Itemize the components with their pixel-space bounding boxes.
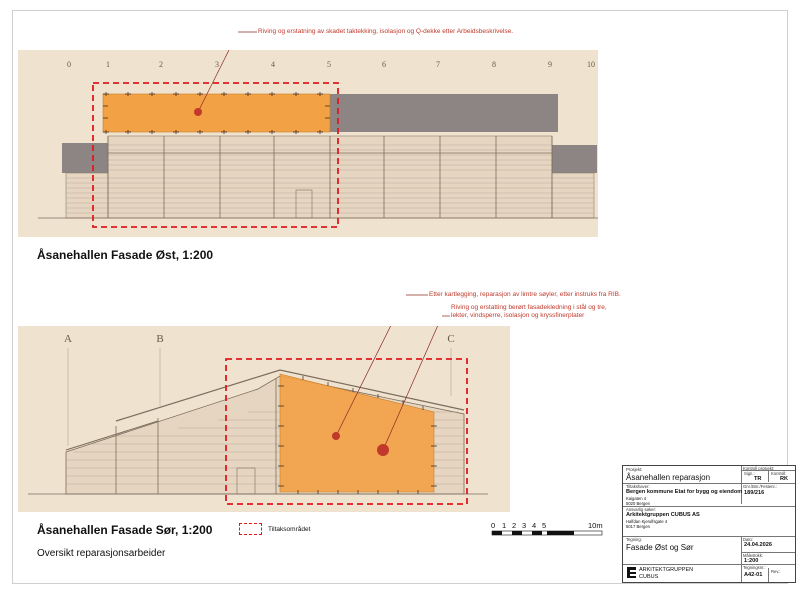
tb-client-caption: Tiltakshaver:	[626, 484, 650, 489]
tb-control-caption: Kontroll prosjekt:	[743, 466, 775, 471]
east-heading: Åsanehallen Fasade Øst, 1:200	[37, 248, 214, 262]
company-logo-icon	[627, 567, 636, 578]
east-grid-label: 0	[67, 60, 71, 69]
east-grid-label: 6	[382, 60, 386, 69]
south-callout-2-line2: lekter, vindsperre, isolasjon og kryssfinerplater	[451, 312, 585, 319]
east-grid-label: 5	[327, 60, 331, 69]
tb-scale: 1:200	[744, 558, 759, 564]
east-grid-label: 9	[548, 60, 552, 69]
scale-tick: 5	[542, 521, 547, 530]
south-grid-label: B	[156, 333, 164, 345]
scale-tick: 4	[532, 521, 537, 530]
tb-sign-caption: Sign.:	[744, 471, 755, 476]
scale-tick: 2	[512, 521, 517, 530]
tb-responsible-address2: 5017 Bergen	[626, 524, 650, 529]
east-grid-label: 2	[159, 60, 163, 69]
east-grid-label: 1	[106, 60, 110, 69]
title-block	[622, 465, 796, 583]
tb-client-address2: 5020 Bergen	[626, 501, 650, 506]
tb-sign: TR	[754, 476, 762, 482]
south-heading: Åsanehallen Fasade Sør, 1:200	[37, 523, 213, 537]
south-grid-label: C	[447, 333, 455, 345]
scale-tick: 0	[491, 521, 496, 530]
scale-tick: 1	[502, 521, 507, 530]
tb-responsible-name: Arkitektgruppen CUBUS AS	[626, 512, 700, 518]
tb-kontroll-caption: Kontroll:	[771, 471, 787, 476]
east-grid-label: 4	[271, 60, 275, 69]
tb-client-name: Bergen kommune Etat for bygg og eiendom	[626, 489, 743, 495]
tb-drawing-caption: Tegning:	[626, 537, 642, 542]
tb-gnr: 189/216	[744, 490, 765, 496]
scale-end-label: 10m	[588, 521, 603, 530]
south-callout-1-text: Etter kartlegging, reparasjon av limtre søyler, etter instruks fra RIB.	[429, 291, 621, 298]
south-grid-label: A	[64, 333, 72, 345]
overview-title: Oversikt reparasjonsarbeider	[37, 548, 166, 559]
tb-drawing: Fasade Øst og Sør	[626, 543, 694, 552]
tb-project-caption: Prosjekt:	[626, 467, 643, 472]
tb-gnr-caption: Gnr./Bnr./Festenr.:	[743, 484, 777, 489]
east-grid-label: 3	[215, 60, 219, 69]
tb-responsible-address1: Halfdan Kjerulfsgate 4	[626, 519, 668, 524]
tb-drawing-no-caption: Tegningsnr.:	[743, 565, 766, 570]
east-grid-label: 7	[436, 60, 440, 69]
east-grid-label: 8	[492, 60, 496, 69]
legend-label: Tiltaksområdet	[268, 526, 311, 533]
tb-responsible-caption: Ansvarlig søker:	[626, 507, 657, 512]
tb-rev-caption: Rev.:	[771, 569, 781, 574]
east-callout-text: Riving og erstatning av skadet taktekking, isolasjon og Q-dekke etter Arbeidsbeskrivelse.	[258, 28, 514, 35]
tb-date-caption: Dato:	[743, 537, 754, 542]
tb-company-line2: CUBUS	[639, 574, 659, 580]
tb-client-address1: Kaigaten 4	[626, 496, 647, 501]
tb-kontroll: RK	[780, 476, 789, 482]
tb-date: 24.04.2026	[744, 542, 772, 548]
tb-scale-caption: Målestokk:	[743, 553, 764, 558]
tb-project: Åsanehallen reparasjon	[626, 473, 711, 482]
east-grid-label: 10	[587, 60, 595, 69]
south-callout-2-line1: Riving og erstatting berørt fasadekledning i stål og tre,	[451, 304, 607, 311]
tb-drawing-no: A42-01	[744, 572, 763, 578]
tb-company-line1: ARKITEKTGRUPPEN	[639, 567, 694, 573]
scale-tick: 3	[522, 521, 527, 530]
